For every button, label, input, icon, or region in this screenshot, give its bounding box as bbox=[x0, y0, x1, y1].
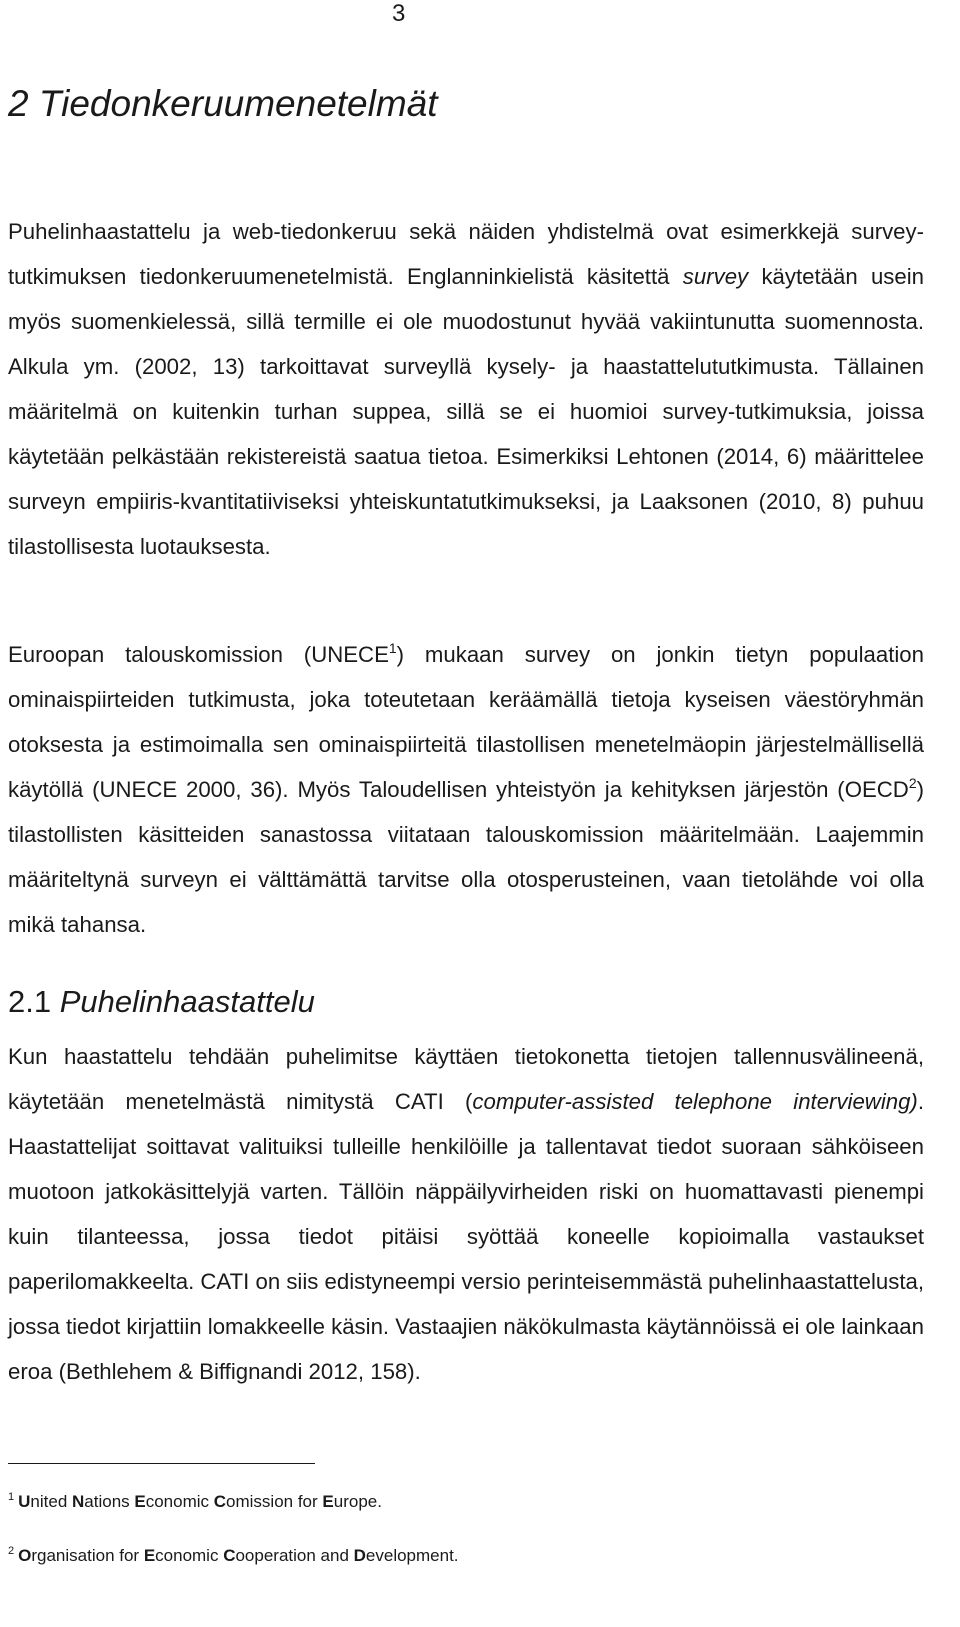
paragraph-survey-definition bbox=[8, 209, 924, 569]
footnote-text: rganisation for bbox=[31, 1546, 144, 1565]
footnote-initial: O bbox=[18, 1546, 32, 1565]
footnote-mark: 2 bbox=[8, 1545, 15, 1557]
footnote-initial: C bbox=[213, 1492, 227, 1511]
footnote-reference-1[interactable]: 1 bbox=[388, 640, 397, 656]
paragraph-text: Kun haastattelu tehdään puhelimitse käyttäen tietokonetta tietojen tallennusvälineenä, käytetään menetelmästä nimitystä CATI ( bbox=[8, 1044, 924, 1114]
footnote-mark: 1 bbox=[8, 1491, 15, 1503]
footnote-text: omission for bbox=[226, 1492, 323, 1511]
section-number: 2.1 bbox=[8, 984, 52, 1019]
footnote-2 bbox=[8, 1545, 459, 1567]
paragraph-text: Euroopan talouskomission (UNECE bbox=[8, 642, 389, 667]
italic-term-survey: survey bbox=[682, 264, 749, 289]
footnote-text: nited bbox=[30, 1492, 72, 1511]
footnote-reference-2[interactable]: 2 bbox=[908, 775, 917, 791]
footnote-initial: E bbox=[322, 1492, 334, 1511]
footnote-initial: E bbox=[143, 1546, 156, 1565]
page-number: 3 bbox=[392, 0, 406, 27]
paragraph-text: Puhelinhaastattelu ja web-tiedonkeruu sekä näiden yhdistelmä ovat esimerkkejä survey-tutkimuksen tiedonkeruumenetelmistä. Englanninkielistä käsitettä bbox=[8, 219, 924, 289]
footnote-text: ations bbox=[84, 1492, 135, 1511]
footnote-initial: U bbox=[18, 1492, 31, 1511]
footnote-initial: E bbox=[134, 1492, 146, 1511]
footnote-initial: N bbox=[72, 1492, 85, 1511]
footnote-text: evelopment. bbox=[365, 1546, 459, 1565]
footnote-text: conomic bbox=[155, 1546, 224, 1565]
italic-term-cati: computer-assisted telephone interviewing) bbox=[472, 1089, 918, 1114]
chapter-heading: 2 Tiedonkeruumenetelmät bbox=[8, 83, 438, 124]
paragraph-text: ) tilastollisten käsitteiden sanastossa viitataan talouskomission määritelmään. Laajemmin määriteltynä surveyn ei välttämättä tarvitse olla otosperusteinen, vaan tietolähde voi olla mikä tahansa. bbox=[8, 777, 924, 937]
footnote-initial: D bbox=[353, 1546, 366, 1565]
footnote-text: ooperation and bbox=[235, 1546, 354, 1565]
footnote-initial: C bbox=[223, 1546, 236, 1565]
paragraph-text: . Haastattelijat soittavat valituiksi tulleille henkilöille ja tallentavat tiedot suoraan sähköiseen muotoon jatkokäsittelyjä varten. Tällöin näppäilyvirheiden riski on huomattavasti pienempi kuin tilanteessa, jossa tiedot pitäisi syöttää koneelle kopioimalla vastaukset paperilomakkeelta. CATI on siis edistyneempi versio perinteisemmästä puhelinhaastattelusta, jossa tiedot kirjattiin lomakkeelle käsin. Vastaajien näkökulmasta käytännöissä ei ole lainkaan eroa (Bethlehem & Biffignandi 2012, 158). bbox=[8, 1089, 924, 1384]
paragraph-text: ) mukaan survey on jonkin tietyn populaation ominaispiirteiden tutkimusta, joka toteutetaan keräämällä tietoja kyseisen väestöryhmän otoksesta ja estimoimalla sen ominaispiirteitä tilastollisen menetelmäopin järjestelmällisellä käytöllä (UNECE 2000, 36). Myös Taloudellisen yhteistyön ja kehityksen järjestön (OECD bbox=[8, 642, 924, 802]
footnote-text: conomic bbox=[145, 1492, 214, 1511]
footnote-text: urope. bbox=[333, 1492, 382, 1511]
paragraph-cati bbox=[8, 1034, 924, 1394]
paragraph-text: käytetään usein myös suomenkielessä, sillä termille ei ole muodostunut hyvää vakiintunutta suomennosta. Alkula ym. (2002, 13) tarkoittavat surveyllä kysely- ja haastattelututkimusta. Tällainen määritelmä on kuitenkin turhan suppea, sillä se ei huomioi survey-tutkimuksia, joissa käytetään pelkästään rekistereistä saatua tietoa. Esimerkiksi Lehtonen (2014, 6) määrittelee surveyn empiiris-kvantitatiiviseksi yhteiskuntatutkimukseksi, ja Laaksonen (2010, 8) puhuu tilastollisesta luotauksesta. bbox=[8, 264, 924, 559]
paragraph-unece-definition bbox=[8, 632, 924, 947]
section-title: Puhelinhaastattelu bbox=[59, 984, 315, 1019]
section-heading bbox=[8, 982, 315, 1022]
footnote-1 bbox=[8, 1491, 382, 1513]
footnote-separator bbox=[8, 1463, 315, 1464]
